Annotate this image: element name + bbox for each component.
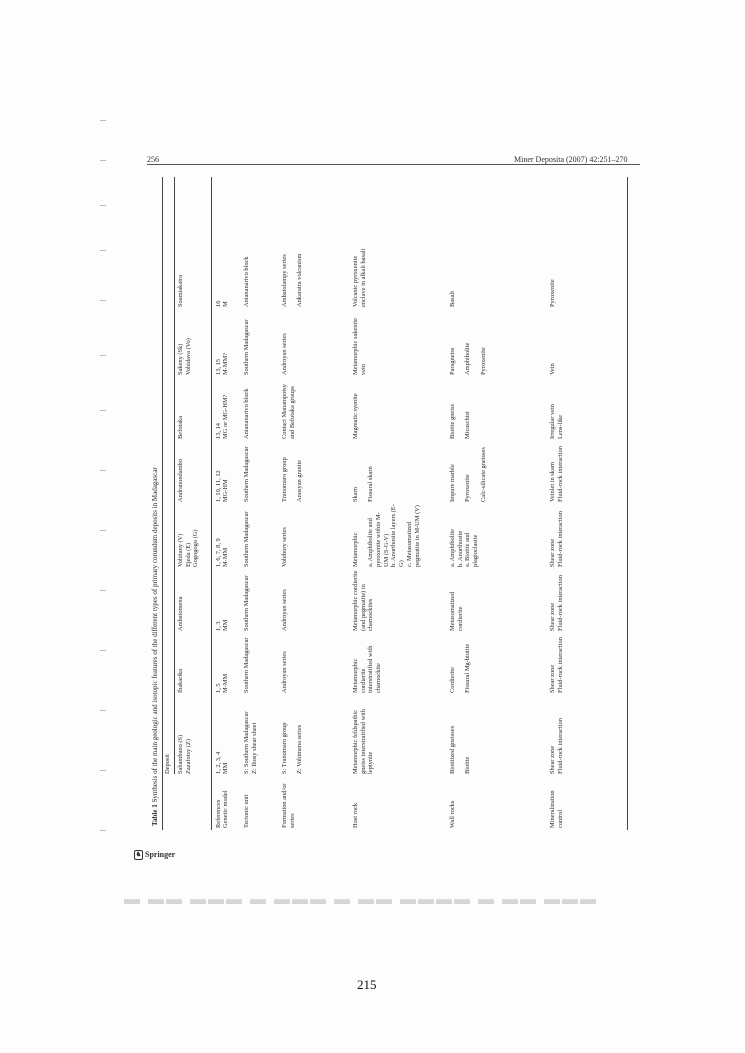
table-cell: Shear zone Fluid-rock interaction bbox=[549, 637, 564, 693]
row-label: Wall rocks bbox=[449, 800, 456, 828]
table-cell: Southern Madagascar bbox=[243, 446, 250, 502]
table-cell: 1, 10, 11, 12 bbox=[215, 470, 222, 502]
table-cell: Volcanic pyroxenite enclave in alkali basalt bbox=[352, 248, 367, 307]
table-cell: MM bbox=[222, 619, 229, 631]
scan-margin-marks bbox=[100, 100, 110, 890]
table-caption-text: Synthesis of the main geologic and isotopic features of the different types of primary corundum deposits in Madagascar bbox=[151, 467, 159, 803]
column-header: Sakeny (Sk) Vohidava (Vo) bbox=[177, 338, 192, 375]
table-cell: S: Tranomaro group Z: Vohimena series bbox=[281, 722, 304, 774]
table-cell: MG or MG-HM? bbox=[222, 394, 229, 439]
springer-horse-icon: ♞ bbox=[135, 852, 142, 859]
table-cell: Paragneiss Amphibolite Pyroxenite bbox=[449, 342, 487, 375]
table-cell: Antananarivo block bbox=[243, 388, 250, 439]
table-cell: Shear zone Fluid-rock interaction bbox=[549, 718, 564, 774]
table-cell: Contact Manampotsy and Befotaka groups bbox=[281, 384, 296, 439]
table-1 bbox=[147, 177, 640, 830]
table-cell: 1, 5 bbox=[215, 683, 222, 693]
column-header: Ihakarika bbox=[177, 668, 184, 693]
table-cell: MM bbox=[222, 762, 229, 774]
table-cell: 13, 14 bbox=[215, 423, 222, 439]
column-header: Sahambano (S) Zazafotsy (Z) bbox=[177, 734, 192, 774]
row-label: Genetic model bbox=[222, 790, 229, 828]
running-head-journal: Miner Deposita (2007) 42:251–270 bbox=[514, 155, 628, 164]
table-caption-label: Table 1 bbox=[151, 804, 159, 826]
rotated-table-region bbox=[147, 177, 640, 830]
table-caption bbox=[151, 467, 159, 826]
table-cell: 1, 2, 3, 4 bbox=[215, 751, 222, 774]
table-bottom-rule bbox=[627, 177, 628, 830]
table-cell: Androyan series bbox=[281, 589, 288, 631]
deposit-header: Deposit bbox=[164, 754, 171, 774]
table-cell: Southern Madagascar bbox=[243, 511, 250, 567]
table-cell: a. Amphibolite b. Anorthosite a. Biotite and plagioclasite bbox=[449, 529, 480, 567]
header-bottom-rule bbox=[211, 177, 212, 830]
row-label: Host rock bbox=[352, 802, 359, 828]
table-cell: Southern Madagascar bbox=[243, 575, 250, 631]
column-header: Soamiakatra bbox=[177, 275, 184, 307]
table-cell: Metamorphic cordierite interstratified with charnockite bbox=[352, 645, 383, 693]
table-cell: S: Southern Madagascar Z: Ihosy shear sheet bbox=[243, 711, 258, 774]
table-cell: Pyroxenite bbox=[549, 279, 556, 307]
table-cell: Cordierite Fissural Mg-biotite bbox=[449, 643, 472, 693]
table-cell: Impure marble Pyroxenite Calc-silicate gneisses bbox=[449, 447, 487, 502]
scan-bleed-through: ▬ ▬▬ ▬▬▬ ▬ ▬▬▬ ▬ ▬▬ ▬▬▬▬ ▬ ▬▬ ▬▬▬ bbox=[124, 891, 598, 908]
table-cell: Basalt bbox=[449, 291, 456, 307]
table-cell: Antananarivo block bbox=[243, 256, 250, 307]
column-header: Ambatomena bbox=[177, 596, 184, 631]
table-cell: Tranomaro group Anosyan granite bbox=[281, 457, 304, 502]
table-cell: Vohibory series bbox=[281, 527, 288, 567]
springer-label: Springer bbox=[145, 850, 176, 859]
table-cell: Androyan series bbox=[281, 333, 288, 375]
table-cell: Magmatic syenite bbox=[352, 393, 359, 439]
row-label: Tectonic unit bbox=[243, 794, 250, 828]
table-top-rule bbox=[162, 177, 163, 830]
table-cell: 1, 6, 7, 8, 9 bbox=[215, 538, 222, 567]
deposit-rule bbox=[174, 177, 175, 774]
table-cell: MG-HM bbox=[222, 479, 229, 502]
table-cell: M-MM bbox=[222, 547, 229, 567]
table-cell: Biotite gneiss Micaschist bbox=[449, 404, 472, 439]
table-cell: Metamorphic feldspathic gneiss interstratified with leptynite bbox=[352, 709, 375, 774]
table-cell: 16 bbox=[215, 300, 222, 307]
table-cell: Metasomatized cordierite bbox=[449, 591, 464, 631]
springer-logo bbox=[134, 850, 175, 860]
row-label: References bbox=[215, 799, 222, 828]
table-cell: Androyan series bbox=[281, 651, 288, 693]
table-cell: Biotitized gneisses Biotite bbox=[449, 725, 472, 774]
row-label: Mineralization control bbox=[549, 790, 564, 828]
table-cell: Veinlet in skarn Fluid-rock interaction bbox=[549, 446, 564, 502]
table-cell: Vein bbox=[549, 363, 556, 375]
header-rule bbox=[147, 164, 640, 165]
table-cell: Metamorphic cordierite (and pegmatite) in charnockites bbox=[352, 570, 375, 631]
table-cell: Ambatolampy series Ankaratra volcanism bbox=[281, 253, 304, 307]
table-cell: M-MM bbox=[222, 673, 229, 693]
table-cell: Shear zone Fluid-rock interaction bbox=[549, 511, 564, 567]
table-cell: Shear zone Fluid-rock interaction bbox=[549, 575, 564, 631]
column-header: Andranondambo bbox=[177, 459, 184, 502]
table-cell: Southern Madagascar bbox=[243, 637, 250, 693]
row-label: Formation and/or series bbox=[281, 783, 296, 828]
table-cell: M bbox=[222, 301, 229, 307]
table-cell: M-MM? bbox=[222, 352, 229, 375]
table-cell: Irregular vein Lens-like bbox=[549, 404, 564, 439]
table-cell: Metamorphic sakenite vein bbox=[352, 318, 367, 375]
running-head-page-number: 256 bbox=[147, 155, 159, 164]
table-cell: 13, 15 bbox=[215, 359, 222, 375]
table-cell: 1, 3 bbox=[215, 621, 222, 631]
column-header: Vohitany (V) Ejeda (E) Gogogogo (G) bbox=[177, 529, 200, 567]
table-cell: Southern Madagascar bbox=[243, 319, 250, 375]
column-header: Befotaka bbox=[177, 415, 184, 439]
table-cell: Skarn Fissural skarn bbox=[352, 466, 375, 502]
page-footer-number: 215 bbox=[357, 977, 377, 992]
table-cell: Metamorphic a. Amphibolite and pyroxenite within M-UM (S-G-V) b. Anorthosite layers (E-G) c. Metasomatized pegmatite in M-UM (V) bbox=[352, 504, 421, 567]
